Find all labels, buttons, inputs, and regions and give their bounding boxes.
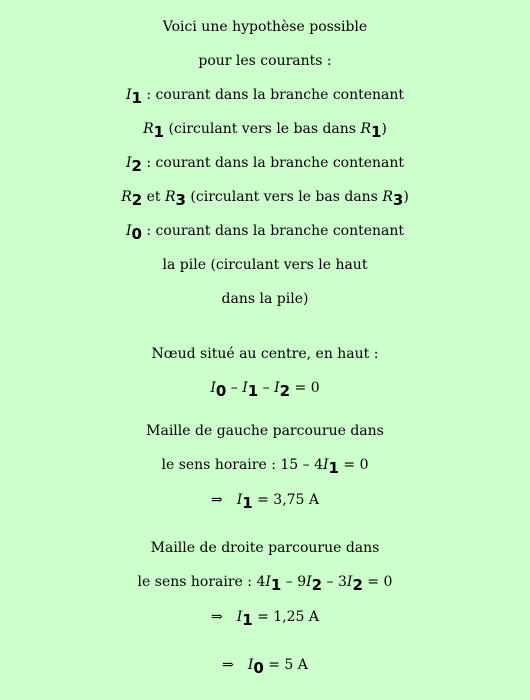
r1-subscript: 1 bbox=[153, 123, 165, 141]
i1-value: = 3,75 A bbox=[252, 492, 320, 508]
i1-subscript: 1 bbox=[328, 459, 339, 477]
close-paren: ) bbox=[403, 189, 409, 205]
equals-zero: = 0 bbox=[338, 457, 369, 473]
i1-direction-text: (circulant vers le bas dans bbox=[164, 121, 361, 137]
i2-symbol: I bbox=[274, 380, 280, 396]
i2-subscript: 2 bbox=[131, 157, 142, 175]
i0-subscript: 0 bbox=[215, 382, 227, 400]
i1-definition-line-1 bbox=[0, 78, 530, 112]
left-loop-prefix: le sens horaire : 15 – 4 bbox=[161, 457, 323, 473]
i0-symbol: I bbox=[210, 380, 216, 396]
node-equation bbox=[0, 371, 530, 405]
final-block bbox=[0, 648, 530, 682]
i0-subscript: 0 bbox=[253, 659, 264, 677]
i1-symbol: I bbox=[323, 457, 329, 473]
i2-symbol: I bbox=[306, 574, 312, 590]
i0-symbol: I bbox=[125, 223, 132, 239]
i2-subscript: 2 bbox=[279, 382, 291, 400]
intro-line-2: pour les courants : bbox=[198, 53, 332, 69]
r3-subscript: 3 bbox=[175, 191, 186, 209]
i0-subscript: 0 bbox=[131, 225, 142, 243]
i1-subscript: 1 bbox=[242, 494, 253, 512]
i2-symbol: I bbox=[125, 155, 132, 171]
hypothesis-block bbox=[0, 10, 530, 316]
close-paren: ) bbox=[381, 121, 387, 137]
i0-value: = 5 A bbox=[263, 657, 308, 673]
final-result bbox=[0, 648, 530, 682]
i1-value: = 1,25 A bbox=[252, 609, 320, 625]
r3-symbol-2: R bbox=[382, 189, 393, 205]
r1-symbol-2: R bbox=[360, 121, 371, 137]
r2-subscript: 2 bbox=[131, 191, 143, 209]
right-loop-title: Maille de droite parcourue dans bbox=[150, 540, 380, 556]
r1-symbol: R bbox=[143, 121, 154, 137]
minus-sign: – bbox=[258, 380, 275, 396]
i1-definition-text: : courant dans la branche contenant bbox=[141, 87, 405, 103]
equals-zero: = 0 bbox=[362, 574, 393, 590]
i1-symbol: I bbox=[265, 574, 271, 590]
implies-arrow-icon: ⇒ bbox=[210, 609, 223, 625]
left-loop-result bbox=[0, 482, 530, 519]
implies-arrow-icon: ⇒ bbox=[210, 492, 223, 508]
i1-symbol: I bbox=[125, 87, 132, 103]
i2-direction-text: (circulant vers le bas dans bbox=[185, 189, 383, 205]
i1-symbol: I bbox=[242, 380, 248, 396]
left-loop-block bbox=[0, 414, 530, 519]
i2-definition-line-1 bbox=[0, 146, 530, 180]
left-loop-title: Maille de gauche parcourue dans bbox=[146, 423, 384, 439]
right-loop-prefix: le sens horaire : 4 bbox=[137, 574, 266, 590]
r2-symbol: R bbox=[121, 189, 132, 205]
i2-definition-line-2 bbox=[0, 180, 530, 214]
left-loop-equation bbox=[0, 448, 530, 482]
i1-symbol: I bbox=[236, 492, 243, 508]
intro-line-1: Voici une hypothèse possible bbox=[162, 19, 368, 35]
i0-definition-line-1 bbox=[0, 214, 530, 248]
i2-subscript-2: 2 bbox=[352, 576, 363, 594]
i1-symbol: I bbox=[236, 609, 243, 625]
i0-definition-line-3: dans la pile) bbox=[221, 291, 309, 307]
minus-sign: – bbox=[226, 380, 243, 396]
node-block bbox=[0, 337, 530, 405]
r1-subscript-2: 1 bbox=[370, 123, 382, 141]
i1-subscript: 1 bbox=[242, 611, 253, 629]
right-loop-equation bbox=[0, 565, 530, 599]
equals-zero: = 0 bbox=[290, 380, 320, 396]
i2-definition-text: : courant dans la branche contenant bbox=[141, 155, 405, 171]
minus-three: – 3 bbox=[322, 574, 347, 590]
i2-subscript: 2 bbox=[311, 576, 323, 594]
r3-symbol: R bbox=[165, 189, 176, 205]
and-text: et bbox=[142, 189, 165, 205]
r3-subscript-2: 3 bbox=[392, 191, 404, 209]
implies-arrow-icon: ⇒ bbox=[222, 657, 234, 673]
i0-symbol: I bbox=[247, 657, 254, 673]
right-loop-block bbox=[0, 531, 530, 636]
i0-definition-text: : courant dans la branche contenant bbox=[141, 223, 405, 239]
right-loop-result bbox=[0, 599, 530, 636]
i1-definition-line-2 bbox=[0, 112, 530, 146]
minus-nine: – 9 bbox=[281, 574, 307, 590]
i0-definition-line-2: la pile (circulant vers le haut bbox=[162, 257, 368, 273]
i2-symbol-2: I bbox=[346, 574, 353, 590]
node-title: Nœud situé au centre, en haut : bbox=[151, 346, 379, 362]
i1-subscript: 1 bbox=[131, 89, 142, 107]
i1-subscript: 1 bbox=[247, 382, 259, 400]
i1-subscript: 1 bbox=[270, 576, 282, 594]
